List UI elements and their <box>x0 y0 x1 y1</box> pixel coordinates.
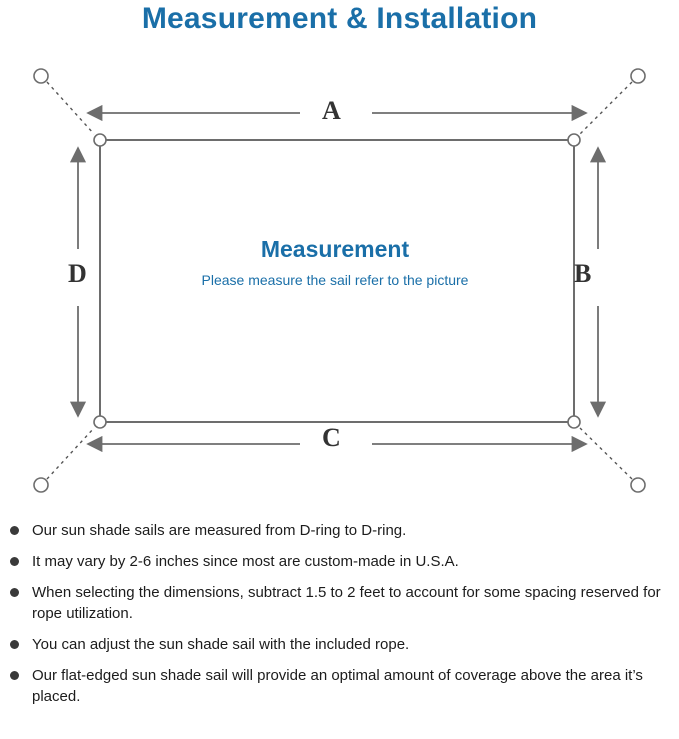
list-item <box>0 634 679 655</box>
d-ring-top-left-icon <box>94 134 106 146</box>
bullet-icon <box>10 526 19 535</box>
note-text: You can adjust the sun shade sail with the included rope. <box>32 636 410 653</box>
anchor-point-bottom-right-icon <box>631 478 645 492</box>
dimension-label-b: B <box>574 259 592 288</box>
note-text: Our sun shade sails are measured from D-ring to D-ring. <box>32 522 407 539</box>
note-text: Our flat-edged sun shade sail will provide an optimal amount of coverage above the area it’s placed. <box>32 667 643 705</box>
dimension-label-a: A <box>322 96 341 125</box>
d-ring-bottom-left-icon <box>94 416 106 428</box>
note-text: When selecting the dimensions, subtract 1.5 to 2 feet to account for some spacing reserved for rope utilization. <box>32 584 661 622</box>
bullet-icon <box>10 557 19 566</box>
list-item <box>0 551 679 572</box>
notes-list <box>0 520 679 717</box>
dimension-label-c: C <box>322 423 341 452</box>
anchor-point-top-left-icon <box>34 69 48 83</box>
d-ring-bottom-right-icon <box>568 416 580 428</box>
d-ring-top-right-icon <box>568 134 580 146</box>
dimension-label-d: D <box>68 259 87 288</box>
rope-line-bottom-left <box>47 428 94 479</box>
bullet-icon <box>10 640 19 649</box>
rope-line-top-right <box>580 82 632 134</box>
list-item <box>0 520 679 541</box>
bullet-icon <box>10 671 19 680</box>
bullet-icon <box>10 588 19 597</box>
list-item <box>0 582 679 624</box>
anchor-point-top-right-icon <box>631 69 645 83</box>
rope-line-bottom-right <box>580 428 632 479</box>
anchor-point-bottom-left-icon <box>34 478 48 492</box>
rope-line-top-left <box>47 82 94 134</box>
diagram-center-title: Measurement <box>260 236 410 262</box>
note-text: It may vary by 2-6 inches since most are custom-made in U.S.A. <box>32 553 459 570</box>
list-item <box>0 665 679 707</box>
diagram-center-subtitle: Please measure the sail refer to the picture <box>201 272 469 288</box>
page-title: Measurement & Installation <box>141 2 538 35</box>
measurement-diagram <box>0 44 679 514</box>
